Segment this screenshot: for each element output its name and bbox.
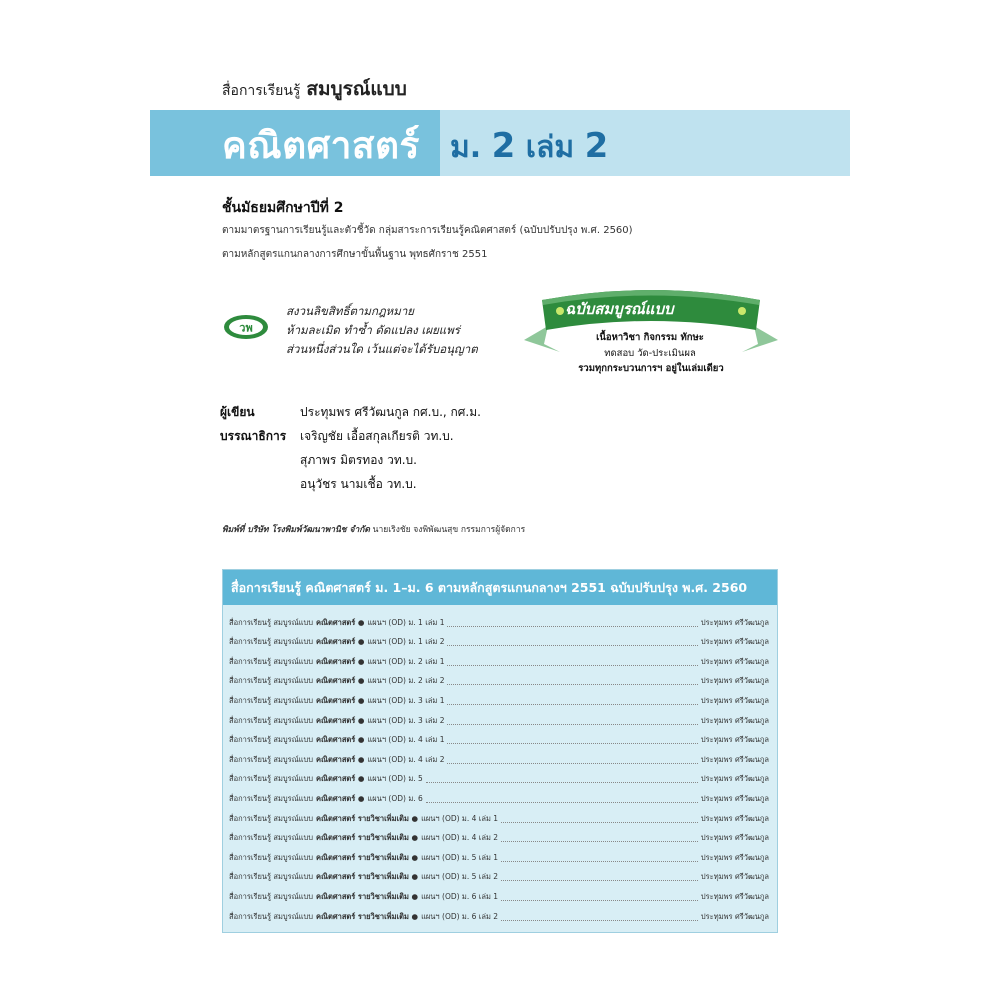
series-subtitle (222, 74, 407, 104)
series-row-subject: คณิตศาสตร์ ● (316, 774, 365, 784)
series-row-subject: คณิตศาสตร์ รายวิชาเพิ่มเติม ● (316, 833, 419, 843)
series-row-author: ประทุมพร ศรีวัฒนกูล (700, 891, 769, 901)
level-title: ชั้นมัธยมศึกษาปีที่ 2 (222, 200, 344, 216)
credit-role: บรรณาธิการ (220, 428, 287, 443)
series-row-detail: แผนฯ (OD) ม. 4 เล่ม 2 (367, 754, 445, 764)
series-row-prefix: สื่อการเรียนรู้ สมบูรณ์แบบ (229, 813, 314, 823)
credit-role: ผู้เขียน (220, 404, 255, 419)
dot-leader (447, 626, 697, 627)
series-row-author: ประทุมพร ศรีวัฒนกูล (700, 676, 769, 686)
series-row-subject: คณิตศาสตร์ รายวิชาเพิ่มเติม ● (316, 852, 419, 862)
standard-line-1: ตามมาตรฐานการเรียนรู้และตัวชี้วัด กลุ่มสาระการเรียนรู้คณิตศาสตร์ (ฉบับปรับปรุง พ.ศ. 2560) (222, 225, 633, 236)
series-row-subject: คณิตศาสตร์ ● (316, 735, 365, 745)
series-row-detail: แผนฯ (OD) ม. 1 เล่ม 2 (367, 637, 445, 647)
series-row-detail: แผนฯ (OD) ม. 5 เล่ม 1 (421, 852, 499, 862)
series-prefix: สื่อการเรียนรู้ (222, 83, 301, 99)
credit-name: เจริญชัย เอื้อสกุลเกียรติ วท.บ. (300, 428, 454, 443)
series-row (229, 883, 769, 903)
series-row (229, 844, 769, 864)
dot-leader (447, 684, 697, 685)
publisher-line (222, 522, 525, 536)
series-row-subject: คณิตศาสตร์ ● (316, 754, 365, 764)
series-row-prefix: สื่อการเรียนรู้ สมบูรณ์แบบ (229, 676, 314, 686)
series-row-author: ประทุมพร ศรีวัฒนกูล (700, 715, 769, 725)
series-row-subject: คณิตศาสตร์ ● (316, 676, 365, 686)
series-row-detail: แผนฯ (OD) ม. 3 เล่ม 1 (367, 695, 445, 705)
dot-leader (447, 645, 697, 646)
dot-leader (501, 861, 698, 862)
dot-leader (447, 743, 697, 744)
series-row (229, 648, 769, 668)
series-row (229, 903, 769, 923)
series-row-author: ประทุมพร ศรีวัฒนกูล (700, 852, 769, 862)
series-row-detail: แผนฯ (OD) ม. 4 เล่ม 2 (421, 833, 499, 843)
logo-text: วพ (239, 321, 253, 335)
series-row-prefix: สื่อการเรียนรู้ สมบูรณ์แบบ (229, 833, 314, 843)
series-row-detail: แผนฯ (OD) ม. 2 เล่ม 1 (367, 656, 445, 666)
series-row (229, 687, 769, 707)
series-list-box (222, 569, 778, 933)
grade-number: 2 (491, 126, 516, 166)
copyright-notice (286, 302, 478, 359)
series-row-subject: คณิตศาสตร์ รายวิชาเพิ่มเติม ● (316, 911, 419, 921)
dot-leader (426, 782, 698, 783)
dot-leader (501, 822, 698, 823)
credit-row (220, 472, 481, 496)
series-row-detail: แผนฯ (OD) ม. 2 เล่ม 2 (367, 676, 445, 686)
series-row-author: ประทุมพร ศรีวัฒนกูล (700, 911, 769, 921)
series-row (229, 805, 769, 825)
series-row (229, 609, 769, 629)
credit-row (220, 448, 481, 472)
series-row-detail: แผนฯ (OD) ม. 6 เล่ม 2 (421, 911, 499, 921)
series-row-prefix: สื่อการเรียนรู้ สมบูรณ์แบบ (229, 891, 314, 901)
series-row-prefix: สื่อการเรียนรู้ สมบูรณ์แบบ (229, 774, 314, 784)
dot-leader (426, 802, 698, 803)
series-row-subject: คณิตศาสตร์ ● (316, 695, 365, 705)
dot-leader (501, 920, 698, 921)
series-row-detail: แผนฯ (OD) ม. 6 เล่ม 1 (421, 891, 499, 901)
series-row-author: ประทุมพร ศรีวัฒนกูล (700, 735, 769, 745)
volume-number: 2 (584, 126, 609, 166)
series-row-detail: แผนฯ (OD) ม. 5 เล่ม 2 (421, 872, 499, 882)
credits (220, 400, 481, 496)
series-row-prefix: สื่อการเรียนรู้ สมบูรณ์แบบ (229, 911, 314, 921)
series-row-prefix: สื่อการเรียนรู้ สมบูรณ์แบบ (229, 754, 314, 764)
series-row-prefix: สื่อการเรียนรู้ สมบูรณ์แบบ (229, 637, 314, 647)
series-row-author: ประทุมพร ศรีวัฒนกูล (700, 754, 769, 764)
series-row (229, 785, 769, 805)
series-row-prefix: สื่อการเรียนรู้ สมบูรณ์แบบ (229, 656, 314, 666)
volume-prefix: เล่ม (525, 130, 575, 165)
credit-name: สุภาพร มิตรทอง วท.บ. (300, 452, 417, 467)
series-row-detail: แผนฯ (OD) ม. 4 เล่ม 1 (367, 735, 445, 745)
series-row-subject: คณิตศาสตร์ ● (316, 715, 365, 725)
series-row-author: ประทุมพร ศรีวัฒนกูล (700, 656, 769, 666)
series-row-author: ประทุมพร ศรีวัฒนกูล (700, 793, 769, 803)
dot-leader (447, 724, 697, 725)
series-row-author: ประทุมพร ศรีวัฒนกูล (700, 872, 769, 882)
credit-row (220, 424, 481, 448)
grade-volume (450, 124, 608, 171)
dot-leader (447, 763, 697, 764)
series-row-subject: คณิตศาสตร์ ● (316, 793, 365, 803)
series-row-author: ประทุมพร ศรีวัฒนกูล (700, 833, 769, 843)
series-row-prefix: สื่อการเรียนรู้ สมบูรณ์แบบ (229, 852, 314, 862)
publisher-rest: นายเริงชัย จงพิพัฒนสุข กรรมการผู้จัดการ (372, 525, 526, 535)
series-row-prefix: สื่อการเรียนรู้ สมบูรณ์แบบ (229, 735, 314, 745)
series-row (229, 727, 769, 747)
series-row-subject: คณิตศาสตร์ ● (316, 617, 365, 627)
series-row-prefix: สื่อการเรียนรู้ สมบูรณ์แบบ (229, 617, 314, 627)
credit-name: ประทุมพร ศรีวัฒนกูล กศ.บ., กศ.ม. (300, 404, 481, 419)
dot-leader (447, 665, 697, 666)
series-row-prefix: สื่อการเรียนรู้ สมบูรณ์แบบ (229, 695, 314, 705)
series-row (229, 629, 769, 649)
dot-leader (501, 900, 698, 901)
series-row-subject: คณิตศาสตร์ ● (316, 637, 365, 647)
series-name: สมบูรณ์แบบ (306, 78, 407, 100)
series-row-detail: แผนฯ (OD) ม. 5 (367, 774, 423, 784)
page-title: คณิตศาสตร์ (222, 124, 420, 167)
banner-line-2: ทดสอบ วัด-ประเมินผล (604, 348, 696, 359)
banner-line-3: รวมทุกกระบวนการฯ อยู่ในเล่มเดียว (578, 363, 724, 374)
copyright-line: ห้ามละเมิด ทำซ้ำ ดัดแปลง เผยแพร่ (286, 323, 460, 337)
publisher-logo-icon (223, 314, 269, 340)
series-row (229, 864, 769, 884)
series-row-author: ประทุมพร ศรีวัฒนกูล (700, 813, 769, 823)
series-row-prefix: สื่อการเรียนรู้ สมบูรณ์แบบ (229, 715, 314, 725)
series-row-subject: คณิตศาสตร์ รายวิชาเพิ่มเติม ● (316, 872, 419, 882)
sparkle-icon (556, 307, 564, 315)
dot-leader (447, 704, 697, 705)
series-row-subject: คณิตศาสตร์ รายวิชาเพิ่มเติม ● (316, 813, 419, 823)
series-row-prefix: สื่อการเรียนรู้ สมบูรณ์แบบ (229, 793, 314, 803)
credit-name: อนุวัชร นามเชื้อ วท.บ. (300, 476, 417, 491)
series-row-subject: คณิตศาสตร์ รายวิชาเพิ่มเติม ● (316, 891, 419, 901)
banner-title: ฉบับสมบูรณ์แบบ (565, 300, 674, 318)
copyright-line: ส่วนหนึ่งส่วนใด เว้นแต่จะได้รับอนุญาต (286, 342, 478, 356)
credit-row (220, 400, 481, 424)
series-list (223, 605, 777, 923)
series-row (229, 746, 769, 766)
series-row (229, 707, 769, 727)
dot-leader (501, 880, 698, 881)
series-row (229, 668, 769, 688)
banner-line-1: เนื้อหาวิชา กิจกรรม ทักษะ (596, 332, 704, 343)
series-row-author: ประทุมพร ศรีวัฒนกูล (700, 617, 769, 627)
series-row-author: ประทุมพร ศรีวัฒนกูล (700, 695, 769, 705)
series-row-detail: แผนฯ (OD) ม. 1 เล่ม 1 (367, 617, 445, 627)
series-row (229, 766, 769, 786)
series-row-detail: แผนฯ (OD) ม. 3 เล่ม 2 (367, 715, 445, 725)
publisher-label: พิมพ์ที่ บริษัท โรงพิมพ์วัฒนาพานิช จำกัด (222, 525, 370, 535)
series-row-detail: แผนฯ (OD) ม. 6 (367, 793, 423, 803)
series-row-author: ประทุมพร ศรีวัฒนกูล (700, 774, 769, 784)
series-row-author: ประทุมพร ศรีวัฒนกูล (700, 637, 769, 647)
series-row-subject: คณิตศาสตร์ ● (316, 656, 365, 666)
sparkle-icon (738, 307, 746, 315)
series-header: สื่อการเรียนรู้ คณิตศาสตร์ ม. 1–ม. 6 ตามหลักสูตรแกนกลางฯ 2551 ฉบับปรับปรุง พ.ศ. 2560 (223, 570, 777, 605)
grade-prefix: ม. (450, 130, 482, 165)
series-row-detail: แผนฯ (OD) ม. 4 เล่ม 1 (421, 813, 499, 823)
series-row-prefix: สื่อการเรียนรู้ สมบูรณ์แบบ (229, 872, 314, 882)
dot-leader (501, 841, 698, 842)
standard-line-2: ตามหลักสูตรแกนกลางการศึกษาขั้นพื้นฐาน พุทธศักราช 2551 (222, 249, 488, 260)
series-row (229, 825, 769, 845)
copyright-line: สงวนลิขสิทธิ์ตามกฎหมาย (286, 304, 415, 318)
